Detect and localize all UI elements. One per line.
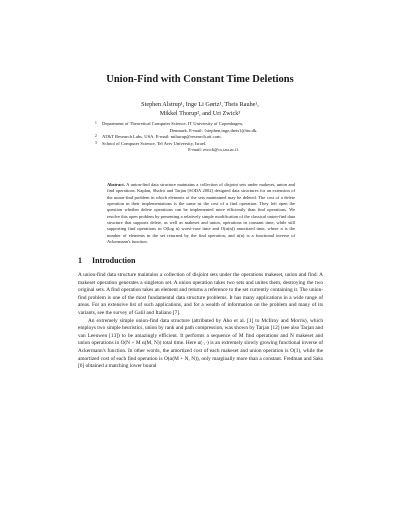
affiliation-text: AT&T Research Labs, USA. E-mail: mthorup@research.att.com. bbox=[102, 134, 222, 140]
abstract bbox=[107, 182, 295, 245]
section-number: 1 bbox=[78, 256, 82, 265]
author-line: Stephen Alstrup¹, Inge Li Gørtz¹, Theis Rauhe¹, bbox=[141, 101, 259, 108]
affiliation bbox=[95, 141, 325, 154]
affiliation-mark: 1 bbox=[95, 121, 97, 125]
affiliation bbox=[95, 121, 325, 134]
abstract-text: A union-find data structure maintains a collection of disjoint sets under makeset, union and find operations. Kaplan, Shafrir and Tarjan [SODA 2002] designed data structures for an extension of the union-find problem in which elements of the sets maintained may be deleted. The cost of a delete operation in their implementations is the same as the cost of a find operation. They left open the question whether delete operations can be implemented more efficiently than find operations. We resolve this open problem by presenting a relatively simple modification of the classical union-find data structure that supports delete, as well as makeset and union, operations in constant time, while still supporting find operations in O(log n) worst-case time and O(α(n)) amortized time, where n is the number of elements in the set returned by the find operation, and α(n) is a functional inverse of Ackermann's function. bbox=[107, 182, 295, 245]
paragraph: A union-find data structure maintains a collection of disjoint sets under the operations makeset, union and find. A makeset operation generates a singleton set. A union operation takes two sets and unites them, destroying the two original sets. A find operation takes an element and returns a reference to the set currently containing it. The union-find problem is one of the most fundamental data structure problems. It has many applications in a wide range of areas. For an extensive list of such applications, and for a wealth of information on the problem and many of its variants, see the survey of Galil and Italiano [7]. bbox=[78, 272, 323, 316]
body-text bbox=[78, 272, 323, 371]
section-title: Introduction bbox=[92, 256, 136, 265]
abstract-heading: Abstract. bbox=[107, 182, 125, 187]
affiliation bbox=[95, 134, 325, 141]
affiliation-text: Denmark. E-mail: {stephen,inge,theis}@itu.dk. bbox=[169, 127, 258, 133]
affiliation-text: Department of Theoretical Computer Science, IT University of Copenhagen, bbox=[102, 121, 243, 126]
affiliation-mark: 2 bbox=[95, 134, 97, 139]
affiliation-list bbox=[95, 121, 325, 154]
affiliation-mark: 3 bbox=[95, 140, 97, 145]
affiliation-text: E-mail: zwick@cs.tau.ac.il. bbox=[188, 147, 239, 153]
affiliation-text: School of Computer Science, Tel Aviv University, Israel. bbox=[102, 140, 207, 146]
section-heading bbox=[78, 256, 135, 265]
paragraph: An extremely simple union-find data structure (attributed by Aho et al. [1] to McIlroy and Morris), which employs two simple heuristics, union by rank and path compression, was shown by Tarjan [12] (see also Tarjan and van Leeuwen [13]) to be amazingly efficient. It performs a sequence of M find operations and N makeset and union operations in O(N + M α(M, N)) total time. Here α(·,·) is an extremely slowly growing functional inverse of Ackermann's function. In other words, the amortized cost of each makeset and union operation is O(1), while the amortized cost of each find operation is O(α(M + N, N)), only marginally more than a constant. Fredman and Saks [6] obtained a matching lower bound bbox=[78, 317, 323, 370]
author-line: Mikkel Thorup², and Uri Zwick³ bbox=[159, 110, 241, 117]
paper-title: Union-Find with Constant Time Deletions bbox=[106, 74, 294, 85]
author-list bbox=[90, 100, 310, 118]
